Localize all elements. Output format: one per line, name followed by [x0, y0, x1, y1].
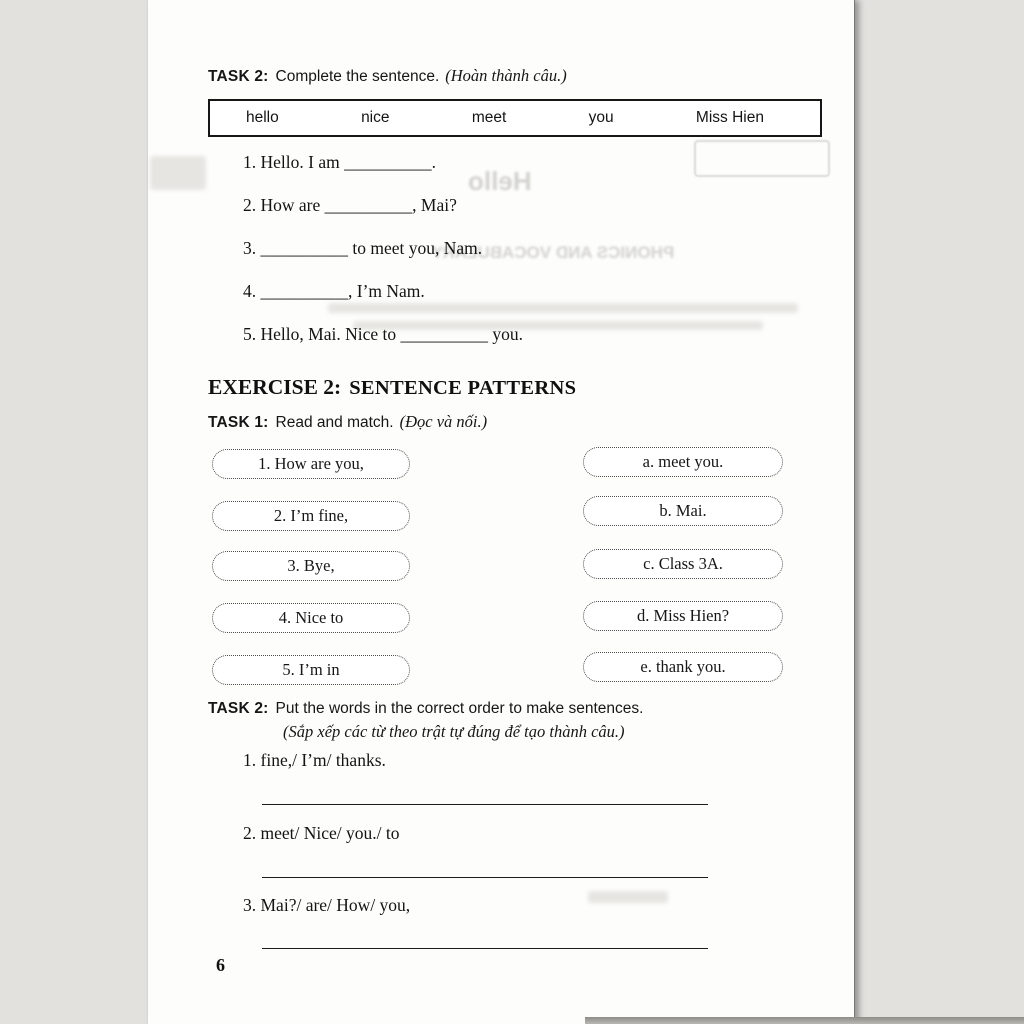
bleed-through-text: PHONICS AND VOCABULARY: [431, 243, 675, 262]
task-label: TASK 2:: [208, 68, 269, 85]
task-instruction: Read and match.: [275, 414, 394, 431]
word-bank-item: Miss Hien: [695, 109, 764, 126]
fill-in-sentences: [243, 141, 523, 356]
match-right-item: e. thank you.: [583, 652, 783, 682]
bleed-box: [694, 140, 830, 177]
answer-line: [262, 948, 708, 949]
word-bank-item: you: [588, 109, 614, 126]
bleed-through-text: Hello: [468, 166, 532, 196]
match-left-item: 3. Bye,: [212, 551, 410, 581]
task1-heading: [208, 412, 487, 433]
word-bank: [208, 99, 822, 137]
answer-line: [262, 877, 708, 878]
answer-line: [262, 804, 708, 805]
reorder-item: 3. Mai?/ are/ How/ you,: [243, 895, 411, 915]
page-number: 6: [216, 955, 225, 975]
task-label: TASK 1:: [208, 414, 269, 431]
instruction-vietnamese: (Sắp xếp các từ theo trật tự đúng để tạo thành câu.): [283, 722, 625, 741]
fill-in-sentence: 3. __________ to meet you, Nam.: [243, 238, 483, 258]
task-instruction: Put the words in the correct order to make sentences.: [275, 700, 644, 717]
reorder-item: 2. meet/ Nice/ you./ to: [243, 823, 400, 843]
word-bank-item: nice: [361, 109, 390, 126]
match-right-item: c. Class 3A.: [583, 549, 783, 579]
scan-edge: [585, 1017, 1024, 1024]
exercise-name: SENTENCE PATTERNS: [349, 377, 577, 399]
task-instruction: Complete the sentence.: [275, 68, 440, 85]
word-bank-item: meet: [471, 109, 507, 126]
fill-in-sentence: 5. Hello, Mai. Nice to __________ you.: [243, 324, 523, 344]
fill-in-sentence: 1. Hello. I am __________.: [243, 152, 436, 172]
word-bank-item: hello: [246, 109, 279, 126]
match-right-item: d. Miss Hien?: [583, 601, 783, 631]
match-left-item: 5. I’m in: [212, 655, 410, 685]
task-label: TASK 2:: [208, 700, 269, 717]
fill-in-sentence: 4. __________, I’m Nam.: [243, 281, 425, 301]
bleed-mark: [588, 891, 668, 903]
fill-in-sentence: 2. How are __________, Mai?: [243, 195, 457, 215]
task2-top-heading: [208, 66, 567, 87]
match-left-item: 4. Nice to: [212, 603, 410, 633]
reorder-item: 1. fine,/ I’m/ thanks.: [243, 750, 386, 770]
match-right-item: b. Mai.: [583, 496, 783, 526]
book-page: [148, 0, 855, 1024]
exercise-label: EXERCISE 2:: [208, 375, 342, 399]
instruction-vietnamese: (Hoàn thành câu.): [445, 66, 567, 85]
match-right-item: a. meet you.: [583, 447, 783, 477]
task2-bottom-heading: [208, 699, 643, 719]
match-left-item: 1. How are you,: [212, 449, 410, 479]
match-left-item: 2. I’m fine,: [212, 501, 410, 531]
bleed-mark: [150, 156, 206, 190]
exercise2-title: [208, 375, 576, 400]
instruction-vietnamese: (Đọc và nối.): [399, 412, 488, 431]
